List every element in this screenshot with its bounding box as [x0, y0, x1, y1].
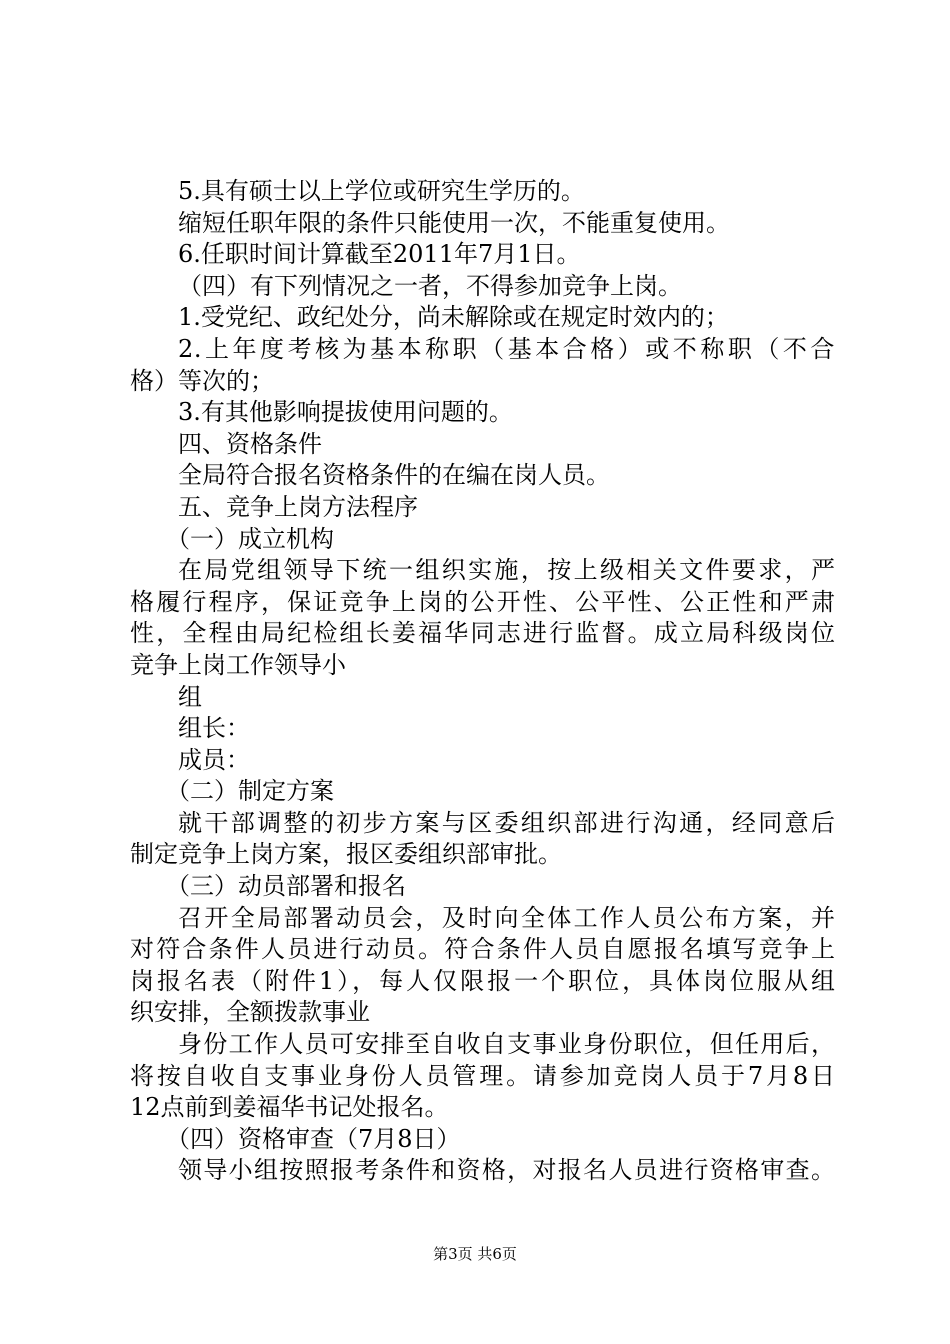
subsection-heading: （一）成立机构	[166, 524, 334, 553]
subsection-heading: （二）制定方案	[166, 777, 334, 806]
text-line: 将按自收自支事业身份人员管理。请参加竞岗人员于7月8日	[130, 1061, 835, 1090]
text-line: 织安排，全额拨款事业	[130, 998, 370, 1027]
text-line: 全局符合报名资格条件的在编在岗人员。	[178, 461, 610, 490]
subsection-heading: （四）资格审查（7月8日）	[166, 1124, 461, 1153]
text-line: 格履行程序，保证竞争上岗的公开性、公平性、公正性和严肃	[130, 587, 835, 616]
text-line: 组	[178, 682, 202, 711]
text-line: 召开全局部署动员会，及时向全体工作人员公布方案，并	[178, 903, 835, 932]
text-line: （四）有下列情况之一者，不得参加竞争上岗。	[178, 271, 682, 300]
text-line: 5.具有硕士以上学位或研究生学历的。	[178, 177, 585, 205]
text-line: 格）等次的；	[130, 366, 274, 395]
text-line: 2.上年度考核为基本称职（基本合格）或不称职（不合	[178, 334, 835, 363]
document-body	[130, 176, 835, 1187]
text-line: 对符合条件人员进行动员。符合条件人员自愿报名填写竞争上	[130, 935, 835, 964]
text-line: 组长：	[178, 714, 250, 743]
text-line: 岗报名表（附件1），每人仅限报一个职位，具体岗位服从组	[130, 966, 835, 995]
text-line: 3.有其他影响提拔使用问题的。	[178, 398, 513, 427]
text-line: 制定竞争上岗方案，报区委组织部审批。	[130, 840, 562, 869]
text-line: 领导小组按照报考条件和资格，对报名人员进行资格审查。	[178, 1156, 835, 1185]
subsection-heading: （三）动员部署和报名	[166, 872, 406, 901]
text-line: 性，全程由局纪检组长姜福华同志进行监督。成立局科级岗位	[130, 619, 835, 648]
text-line: 在局党组领导下统一组织实施，按上级相关文件要求，严	[178, 556, 835, 585]
section-heading: 四、资格条件	[178, 429, 322, 458]
text-line: 成员：	[178, 745, 250, 774]
text-line: 身份工作人员可安排至自收自支事业身份职位，但任用后，	[178, 1030, 835, 1059]
text-line: 就干部调整的初步方案与区委组织部进行沟通，经同意后	[178, 808, 835, 837]
text-line: 竞争上岗工作领导小	[130, 650, 346, 679]
section-heading: 五、竞争上岗方法程序	[178, 492, 418, 521]
text-line: 6.任职时间计算截至2011年7月1日。	[178, 240, 581, 269]
text-line: 12点前到姜福华书记处报名。	[130, 1093, 449, 1122]
text-line: 缩短任职年限的条件只能使用一次，不能重复使用。	[178, 208, 730, 237]
text-line: 1.受党纪、政纪处分，尚未解除或在规定时效内的；	[178, 303, 729, 332]
page-footer: 第3页 共6页	[433, 1245, 517, 1263]
